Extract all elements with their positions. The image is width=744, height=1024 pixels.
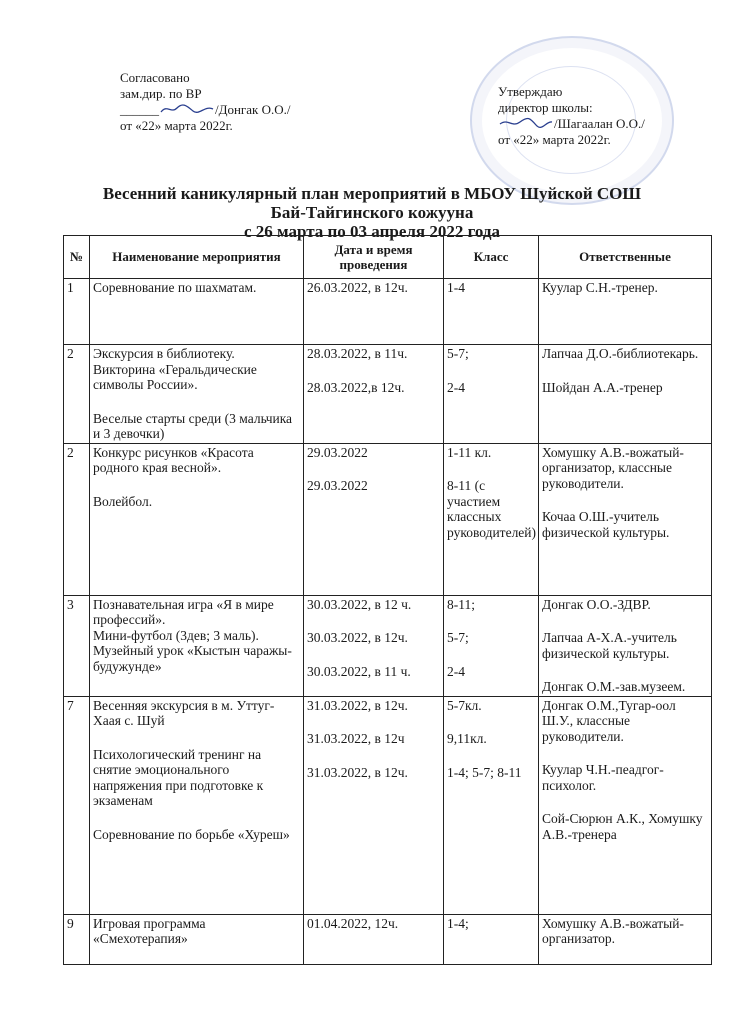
table-row — [64, 914, 712, 964]
row-responsible: Хомушку А.В.-вожатый-организатор. — [542, 915, 684, 946]
row-responsible-cell — [539, 345, 712, 444]
row-date: 31.03.2022, в 12ч. — [307, 697, 408, 713]
row-event-cell — [90, 345, 304, 444]
row-event: Конкурс рисунков «Красота родного края весной». — [93, 444, 254, 475]
row-event: Соревнование по шахматам. — [93, 280, 257, 295]
row-number-cell — [64, 443, 90, 595]
row-date-cell — [304, 443, 444, 595]
header-event: Наименование мероприятия — [90, 236, 304, 279]
agreed-signature-line: ______ /Донгак О.О./ — [120, 102, 291, 117]
signature-icon — [159, 102, 215, 116]
row-event-cell — [90, 443, 304, 595]
row-responsible-cell — [539, 595, 712, 696]
row-responsible: Донгак О.М.-зав.музеем. — [542, 679, 686, 694]
row-date-cell — [304, 696, 444, 914]
row-date: 01.04.2022, 12ч. — [307, 915, 399, 931]
row-class: 5-7; — [447, 346, 469, 361]
row-class: 1-11 кл. — [447, 444, 492, 460]
row-event: Познавательная игра «Я в мире профессий». Мини-футбол (3дев; 3 маль). Музейный урок «Кыстын чаражы-будужунде» — [93, 596, 292, 674]
row-number: 2 — [67, 346, 74, 361]
row-number-cell — [64, 279, 90, 345]
row-event: Веселые старты среди (3 мальчика и 3 девочки) — [93, 410, 293, 441]
row-responsible: Куулар С.Н.-тренер. — [542, 280, 658, 295]
row-class: 5-7; — [447, 630, 469, 645]
row-date-cell — [304, 914, 444, 964]
document-title — [0, 184, 744, 241]
row-class-cell — [444, 595, 539, 696]
row-date: 30.03.2022, в 12ч. — [307, 630, 408, 645]
row-date: 30.03.2022, в 11 ч. — [307, 663, 411, 679]
agreed-name: /Донгак О.О./ — [215, 102, 291, 117]
row-event: Весенняя экскурсия в м. Уттуг-Хаая с. Шуй — [93, 697, 275, 728]
row-date-cell — [304, 595, 444, 696]
row-class: 2-4 — [447, 379, 465, 395]
agreed-date: от «22» марта 2022г. — [120, 118, 233, 133]
table-row — [64, 443, 712, 595]
approved-signature-line — [498, 116, 645, 132]
row-date-cell — [304, 345, 444, 444]
row-number-cell — [64, 595, 90, 696]
row-date: 31.03.2022, в 12ч — [307, 731, 405, 746]
row-class: 9,11кл. — [447, 731, 487, 746]
row-class-cell — [444, 443, 539, 595]
row-responsible: Кочаа О.Ш.-учитель физической культуры. — [542, 509, 670, 540]
approved-date: от «22» марта 2022г. — [498, 132, 611, 147]
approved-name: /Шагаалан О.О./ — [554, 116, 645, 131]
row-event-cell — [90, 279, 304, 345]
row-date: 26.03.2022, в 12ч. — [307, 280, 408, 295]
row-class-cell — [444, 696, 539, 914]
events-table — [63, 235, 712, 965]
title-line-2: Бай-Тайгинского кожууна — [270, 203, 474, 222]
row-responsible-cell — [539, 914, 712, 964]
row-number: 3 — [67, 596, 74, 612]
row-event: Психологический тренинг на снятие эмоционального напряжения при подготовке к экзаменам — [93, 746, 264, 808]
row-class: 5-7кл. — [447, 697, 482, 713]
row-number-cell — [64, 914, 90, 964]
row-event: Экскурсия в библиотеку. Викторина «Геральдические символы России». — [93, 346, 257, 392]
row-class: 2-4 — [447, 663, 465, 679]
row-responsible: Шойдан А.А.-тренер — [542, 379, 663, 395]
row-responsible: Донгак О.О.-ЗДВР. — [542, 596, 651, 612]
signature-icon — [498, 116, 554, 130]
header-number: № — [64, 236, 90, 279]
row-event-cell — [90, 914, 304, 964]
table-body — [64, 279, 712, 965]
row-number-cell — [64, 345, 90, 444]
agreed-block — [120, 70, 291, 134]
row-event-cell — [90, 696, 304, 914]
table-row — [64, 696, 712, 914]
row-number: 9 — [67, 915, 74, 931]
row-date: 29.03.2022 — [307, 444, 368, 460]
row-responsible: Донгак О.М.,Тугар-оол Ш.У., классные руководители. — [542, 697, 676, 744]
header-class: Класс — [444, 236, 539, 279]
row-responsible-cell — [539, 279, 712, 345]
table-header-row — [64, 236, 712, 279]
row-number: 2 — [67, 444, 74, 460]
row-date: 28.03.2022, в 11ч. — [307, 346, 408, 361]
row-number: 1 — [67, 280, 74, 295]
row-number-cell — [64, 696, 90, 914]
row-class: 1-4; 5-7; 8-11 — [447, 764, 522, 780]
agreed-title: Согласовано — [120, 70, 190, 85]
row-responsible: Лапчаа А-Х.А.-учитель физической культуры. — [542, 630, 677, 661]
row-class: 1-4; — [447, 915, 469, 931]
row-class-cell — [444, 914, 539, 964]
title-line-3: с 26 марта по 03 апреля 2022 года — [243, 222, 501, 241]
row-class: 8-11; — [447, 596, 475, 612]
approved-title: Утверждаю — [498, 84, 563, 99]
table-row — [64, 279, 712, 345]
row-responsible: Сой-Сюрюн А.К., Хомушку А.В.-тренера — [542, 811, 703, 842]
table-row — [64, 595, 712, 696]
row-event: Волейбол. — [93, 493, 153, 509]
row-date: 31.03.2022, в 12ч. — [307, 764, 408, 780]
row-responsible: Хомушку А.В.-вожатый-организатор, классные руководители. — [542, 444, 684, 491]
header-date: Дата и время проведения — [304, 236, 444, 279]
row-event: Соревнование по борьбе «Хуреш» — [93, 826, 290, 842]
row-event: Игровая программа «Смехотерапия» — [93, 915, 206, 946]
row-date: 30.03.2022, в 12 ч. — [307, 596, 412, 612]
row-class: 8-11 (с участием классных руководителей) — [447, 478, 537, 540]
approved-role: директор школы: — [498, 100, 593, 115]
header-responsible: Ответственные — [539, 236, 712, 279]
row-date: 29.03.2022 — [307, 478, 368, 493]
row-class: 1-4 — [447, 280, 465, 295]
row-event-cell — [90, 595, 304, 696]
row-date-cell — [304, 279, 444, 345]
table-row — [64, 345, 712, 444]
row-class-cell — [444, 345, 539, 444]
row-number: 7 — [67, 697, 74, 713]
row-responsible: Лапчаа Д.О.-библиотекарь. — [542, 346, 699, 361]
agreed-role: зам.дир. по ВР — [120, 86, 202, 101]
row-responsible: Куулар Ч.Н.-пеадгог-психолог. — [542, 762, 664, 793]
row-responsible-cell — [539, 696, 712, 914]
row-date: 28.03.2022,в 12ч. — [307, 379, 405, 395]
title-line-1: Весенний каникулярный план мероприятий в МБОУ Шуйской СОШ — [102, 184, 642, 203]
row-responsible-cell — [539, 443, 712, 595]
approved-block — [498, 84, 645, 148]
row-class-cell — [444, 279, 539, 345]
